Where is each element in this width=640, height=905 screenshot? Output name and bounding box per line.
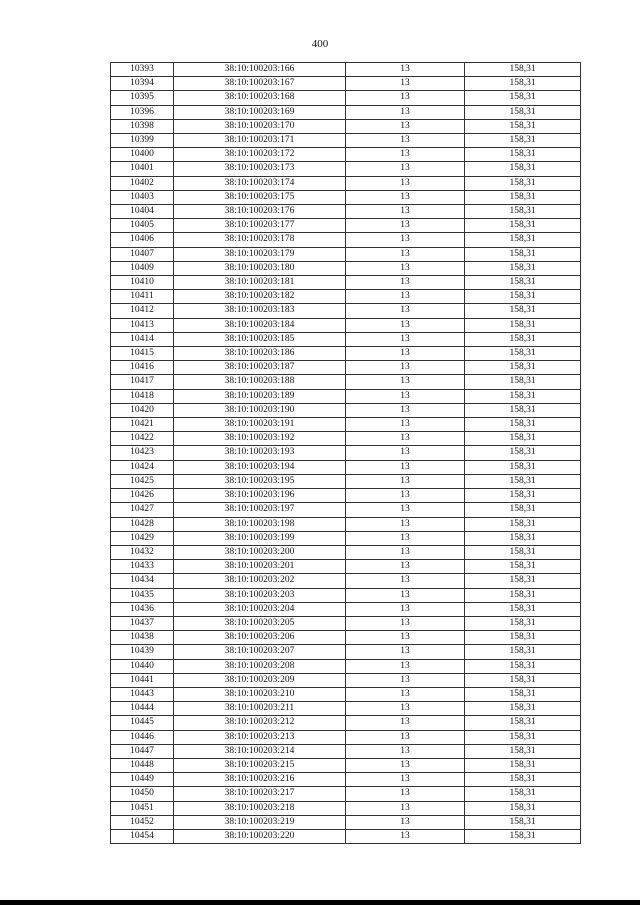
- cadastral-number-cell: 38:10:100203:195: [174, 474, 346, 488]
- cadastral-number-cell: 38:10:100203:170: [174, 119, 346, 133]
- value-cell: 158,31: [465, 645, 581, 659]
- value-cell: 158,31: [465, 560, 581, 574]
- row-number-cell: 10440: [111, 659, 174, 673]
- table-row: [111, 801, 581, 815]
- area-cell: 13: [346, 318, 465, 332]
- cadastral-number-cell: 38:10:100203:166: [174, 63, 346, 77]
- cadastral-number-cell: 38:10:100203:216: [174, 773, 346, 787]
- area-cell: 13: [346, 190, 465, 204]
- value-cell: 158,31: [465, 332, 581, 346]
- page-number: 400: [311, 38, 329, 50]
- value-cell: 158,31: [465, 190, 581, 204]
- value-cell: 158,31: [465, 602, 581, 616]
- cadastral-number-cell: 38:10:100203:174: [174, 176, 346, 190]
- cadastral-number-cell: 38:10:100203:197: [174, 503, 346, 517]
- area-cell: 13: [346, 247, 465, 261]
- table-row: [111, 148, 581, 162]
- area-cell: 13: [346, 758, 465, 772]
- cadastral-number-cell: 38:10:100203:187: [174, 361, 346, 375]
- table-row: [111, 403, 581, 417]
- row-number-cell: 10447: [111, 744, 174, 758]
- value-cell: 158,31: [465, 503, 581, 517]
- area-cell: 13: [346, 219, 465, 233]
- table-row: [111, 730, 581, 744]
- row-number-cell: 10437: [111, 616, 174, 630]
- cadastral-number-cell: 38:10:100203:177: [174, 219, 346, 233]
- value-cell: 158,31: [465, 616, 581, 630]
- cadastral-number-cell: 38:10:100203:198: [174, 517, 346, 531]
- cadastral-number-cell: 38:10:100203:190: [174, 403, 346, 417]
- value-cell: 158,31: [465, 801, 581, 815]
- value-cell: 158,31: [465, 403, 581, 417]
- cadastral-number-cell: 38:10:100203:171: [174, 134, 346, 148]
- row-number-cell: 10444: [111, 702, 174, 716]
- cadastral-number-cell: 38:10:100203:213: [174, 730, 346, 744]
- row-number-cell: 10436: [111, 602, 174, 616]
- row-number-cell: 10404: [111, 205, 174, 219]
- table-row: [111, 631, 581, 645]
- cadastral-number-cell: 38:10:100203:176: [174, 205, 346, 219]
- cadastral-number-cell: 38:10:100203:204: [174, 602, 346, 616]
- area-cell: 13: [346, 176, 465, 190]
- table-row: [111, 787, 581, 801]
- value-cell: 158,31: [465, 474, 581, 488]
- area-cell: 13: [346, 829, 465, 843]
- cadastral-number-cell: 38:10:100203:208: [174, 659, 346, 673]
- value-cell: 158,31: [465, 545, 581, 559]
- value-cell: 158,31: [465, 588, 581, 602]
- table-row: [111, 247, 581, 261]
- area-cell: 13: [346, 801, 465, 815]
- area-cell: 13: [346, 560, 465, 574]
- cadastral-number-cell: 38:10:100203:214: [174, 744, 346, 758]
- cadastral-number-cell: 38:10:100203:181: [174, 276, 346, 290]
- cadastral-number-cell: 38:10:100203:188: [174, 375, 346, 389]
- row-number-cell: 10435: [111, 588, 174, 602]
- row-number-cell: 10432: [111, 545, 174, 559]
- value-cell: 158,31: [465, 304, 581, 318]
- cadastral-number-cell: 38:10:100203:201: [174, 560, 346, 574]
- area-cell: 13: [346, 77, 465, 91]
- row-number-cell: 10434: [111, 574, 174, 588]
- table-row: [111, 645, 581, 659]
- value-cell: 158,31: [465, 659, 581, 673]
- table-row: [111, 418, 581, 432]
- value-cell: 158,31: [465, 375, 581, 389]
- area-cell: 13: [346, 389, 465, 403]
- area-cell: 13: [346, 687, 465, 701]
- value-cell: 158,31: [465, 119, 581, 133]
- cadastral-number-cell: 38:10:100203:172: [174, 148, 346, 162]
- value-cell: 158,31: [465, 91, 581, 105]
- table-row: [111, 616, 581, 630]
- row-number-cell: 10454: [111, 829, 174, 843]
- table-row: [111, 545, 581, 559]
- value-cell: 158,31: [465, 176, 581, 190]
- area-cell: 13: [346, 744, 465, 758]
- row-number-cell: 10410: [111, 276, 174, 290]
- value-cell: 158,31: [465, 744, 581, 758]
- table-row: [111, 389, 581, 403]
- cadastral-number-cell: 38:10:100203:191: [174, 418, 346, 432]
- row-number-cell: 10417: [111, 375, 174, 389]
- table-row: [111, 432, 581, 446]
- value-cell: 158,31: [465, 673, 581, 687]
- area-cell: 13: [346, 574, 465, 588]
- table-row: [111, 276, 581, 290]
- table-row: [111, 63, 581, 77]
- value-cell: 158,31: [465, 162, 581, 176]
- row-number-cell: 10402: [111, 176, 174, 190]
- area-cell: 13: [346, 119, 465, 133]
- row-number-cell: 10429: [111, 531, 174, 545]
- area-cell: 13: [346, 91, 465, 105]
- value-cell: 158,31: [465, 758, 581, 772]
- area-cell: 13: [346, 261, 465, 275]
- value-cell: 158,31: [465, 815, 581, 829]
- value-cell: 158,31: [465, 460, 581, 474]
- cadastral-number-cell: 38:10:100203:193: [174, 446, 346, 460]
- area-cell: 13: [346, 503, 465, 517]
- row-number-cell: 10425: [111, 474, 174, 488]
- value-cell: 158,31: [465, 290, 581, 304]
- value-cell: 158,31: [465, 318, 581, 332]
- table-row: [111, 290, 581, 304]
- area-cell: 13: [346, 673, 465, 687]
- table-row: [111, 105, 581, 119]
- table-row: [111, 375, 581, 389]
- value-cell: 158,31: [465, 276, 581, 290]
- table-row: [111, 446, 581, 460]
- cadastral-number-cell: 38:10:100203:183: [174, 304, 346, 318]
- table-row: [111, 687, 581, 701]
- cadastral-number-cell: 38:10:100203:212: [174, 716, 346, 730]
- row-number-cell: 10433: [111, 560, 174, 574]
- area-cell: 13: [346, 489, 465, 503]
- table-row: [111, 347, 581, 361]
- table-row: [111, 474, 581, 488]
- row-number-cell: 10416: [111, 361, 174, 375]
- cadastral-number-cell: 38:10:100203:184: [174, 318, 346, 332]
- value-cell: 158,31: [465, 148, 581, 162]
- row-number-cell: 10422: [111, 432, 174, 446]
- table-row: [111, 659, 581, 673]
- cadastral-number-cell: 38:10:100203:210: [174, 687, 346, 701]
- area-cell: 13: [346, 659, 465, 673]
- cadastral-number-cell: 38:10:100203:207: [174, 645, 346, 659]
- table-row: [111, 233, 581, 247]
- area-cell: 13: [346, 773, 465, 787]
- row-number-cell: 10418: [111, 389, 174, 403]
- area-cell: 13: [346, 105, 465, 119]
- cadastral-number-cell: 38:10:100203:169: [174, 105, 346, 119]
- area-cell: 13: [346, 602, 465, 616]
- area-cell: 13: [346, 815, 465, 829]
- area-cell: 13: [346, 418, 465, 432]
- value-cell: 158,31: [465, 418, 581, 432]
- table-row: [111, 460, 581, 474]
- cadastral-number-cell: 38:10:100203:215: [174, 758, 346, 772]
- area-cell: 13: [346, 375, 465, 389]
- row-number-cell: 10401: [111, 162, 174, 176]
- cadastral-number-cell: 38:10:100203:175: [174, 190, 346, 204]
- table-row: [111, 205, 581, 219]
- area-cell: 13: [346, 290, 465, 304]
- area-cell: 13: [346, 134, 465, 148]
- row-number-cell: 10407: [111, 247, 174, 261]
- row-number-cell: 10446: [111, 730, 174, 744]
- value-cell: 158,31: [465, 787, 581, 801]
- cadastral-number-cell: 38:10:100203:185: [174, 332, 346, 346]
- cadastral-number-cell: 38:10:100203:211: [174, 702, 346, 716]
- area-cell: 13: [346, 787, 465, 801]
- table-row: [111, 261, 581, 275]
- table-row: [111, 119, 581, 133]
- table-row: [111, 588, 581, 602]
- cadastral-number-cell: 38:10:100203:173: [174, 162, 346, 176]
- value-cell: 158,31: [465, 247, 581, 261]
- row-number-cell: 10452: [111, 815, 174, 829]
- row-number-cell: 10451: [111, 801, 174, 815]
- table-row: [111, 503, 581, 517]
- cadastral-number-cell: 38:10:100203:209: [174, 673, 346, 687]
- table-row: [111, 716, 581, 730]
- cadastral-number-cell: 38:10:100203:219: [174, 815, 346, 829]
- table-row: [111, 77, 581, 91]
- row-number-cell: 10441: [111, 673, 174, 687]
- area-cell: 13: [346, 645, 465, 659]
- value-cell: 158,31: [465, 531, 581, 545]
- cadastral-number-cell: 38:10:100203:206: [174, 631, 346, 645]
- table-row: [111, 560, 581, 574]
- row-number-cell: 10439: [111, 645, 174, 659]
- row-number-cell: 10406: [111, 233, 174, 247]
- cadastral-number-cell: 38:10:100203:192: [174, 432, 346, 446]
- area-cell: 13: [346, 446, 465, 460]
- cadastral-number-cell: 38:10:100203:205: [174, 616, 346, 630]
- cadastral-number-cell: 38:10:100203:180: [174, 261, 346, 275]
- value-cell: 158,31: [465, 205, 581, 219]
- cadastral-number-cell: 38:10:100203:182: [174, 290, 346, 304]
- cadastral-number-cell: 38:10:100203:203: [174, 588, 346, 602]
- table-row: [111, 190, 581, 204]
- area-cell: 13: [346, 702, 465, 716]
- value-cell: 158,31: [465, 631, 581, 645]
- area-cell: 13: [346, 631, 465, 645]
- area-cell: 13: [346, 63, 465, 77]
- row-number-cell: 10427: [111, 503, 174, 517]
- area-cell: 13: [346, 616, 465, 630]
- row-number-cell: 10394: [111, 77, 174, 91]
- value-cell: 158,31: [465, 702, 581, 716]
- row-number-cell: 10424: [111, 460, 174, 474]
- value-cell: 158,31: [465, 134, 581, 148]
- value-cell: 158,31: [465, 446, 581, 460]
- value-cell: 158,31: [465, 687, 581, 701]
- area-cell: 13: [346, 148, 465, 162]
- registry-table: [110, 62, 581, 844]
- row-number-cell: 10420: [111, 403, 174, 417]
- row-number-cell: 10411: [111, 290, 174, 304]
- table-row: [111, 702, 581, 716]
- table-row: [111, 602, 581, 616]
- value-cell: 158,31: [465, 233, 581, 247]
- row-number-cell: 10414: [111, 332, 174, 346]
- cadastral-number-cell: 38:10:100203:178: [174, 233, 346, 247]
- cadastral-number-cell: 38:10:100203:202: [174, 574, 346, 588]
- table-row: [111, 673, 581, 687]
- row-number-cell: 10403: [111, 190, 174, 204]
- area-cell: 13: [346, 460, 465, 474]
- row-number-cell: 10405: [111, 219, 174, 233]
- row-number-cell: 10395: [111, 91, 174, 105]
- area-cell: 13: [346, 716, 465, 730]
- value-cell: 158,31: [465, 773, 581, 787]
- value-cell: 158,31: [465, 63, 581, 77]
- value-cell: 158,31: [465, 389, 581, 403]
- cadastral-number-cell: 38:10:100203:217: [174, 787, 346, 801]
- row-number-cell: 10438: [111, 631, 174, 645]
- row-number-cell: 10415: [111, 347, 174, 361]
- cadastral-number-cell: 38:10:100203:186: [174, 347, 346, 361]
- cadastral-number-cell: 38:10:100203:200: [174, 545, 346, 559]
- area-cell: 13: [346, 517, 465, 531]
- row-number-cell: 10450: [111, 787, 174, 801]
- value-cell: 158,31: [465, 105, 581, 119]
- row-number-cell: 10421: [111, 418, 174, 432]
- row-number-cell: 10423: [111, 446, 174, 460]
- table-row: [111, 758, 581, 772]
- table-row: [111, 134, 581, 148]
- value-cell: 158,31: [465, 361, 581, 375]
- area-cell: 13: [346, 361, 465, 375]
- value-cell: 158,31: [465, 716, 581, 730]
- table-row: [111, 517, 581, 531]
- cadastral-number-cell: 38:10:100203:167: [174, 77, 346, 91]
- row-number-cell: 10399: [111, 134, 174, 148]
- row-number-cell: 10448: [111, 758, 174, 772]
- area-cell: 13: [346, 162, 465, 176]
- row-number-cell: 10426: [111, 489, 174, 503]
- cadastral-number-cell: 38:10:100203:196: [174, 489, 346, 503]
- cadastral-number-cell: 38:10:100203:189: [174, 389, 346, 403]
- value-cell: 158,31: [465, 829, 581, 843]
- value-cell: 158,31: [465, 574, 581, 588]
- row-number-cell: 10428: [111, 517, 174, 531]
- row-number-cell: 10445: [111, 716, 174, 730]
- table-row: [111, 91, 581, 105]
- table-row: [111, 219, 581, 233]
- table-row: [111, 773, 581, 787]
- area-cell: 13: [346, 276, 465, 290]
- table-row: [111, 332, 581, 346]
- table-row: [111, 304, 581, 318]
- area-cell: 13: [346, 403, 465, 417]
- table-row: [111, 176, 581, 190]
- value-cell: 158,31: [465, 77, 581, 91]
- cadastral-number-cell: 38:10:100203:194: [174, 460, 346, 474]
- value-cell: 158,31: [465, 489, 581, 503]
- cadastral-number-cell: 38:10:100203:168: [174, 91, 346, 105]
- scan-edge-divider: [0, 900, 640, 905]
- area-cell: 13: [346, 545, 465, 559]
- value-cell: 158,31: [465, 219, 581, 233]
- row-number-cell: 10396: [111, 105, 174, 119]
- table-body: [111, 63, 581, 844]
- value-cell: 158,31: [465, 517, 581, 531]
- area-cell: 13: [346, 347, 465, 361]
- row-number-cell: 10412: [111, 304, 174, 318]
- row-number-cell: 10409: [111, 261, 174, 275]
- table-row: [111, 162, 581, 176]
- table-row: [111, 531, 581, 545]
- table-row: [111, 574, 581, 588]
- cadastral-number-cell: 38:10:100203:199: [174, 531, 346, 545]
- cadastral-number-cell: 38:10:100203:179: [174, 247, 346, 261]
- row-number-cell: 10449: [111, 773, 174, 787]
- row-number-cell: 10398: [111, 119, 174, 133]
- area-cell: 13: [346, 730, 465, 744]
- table-row: [111, 744, 581, 758]
- value-cell: 158,31: [465, 347, 581, 361]
- value-cell: 158,31: [465, 730, 581, 744]
- area-cell: 13: [346, 588, 465, 602]
- table-row: [111, 361, 581, 375]
- cadastral-number-cell: 38:10:100203:218: [174, 801, 346, 815]
- row-number-cell: 10393: [111, 63, 174, 77]
- value-cell: 158,31: [465, 432, 581, 446]
- table-row: [111, 318, 581, 332]
- row-number-cell: 10400: [111, 148, 174, 162]
- value-cell: 158,31: [465, 261, 581, 275]
- row-number-cell: 10443: [111, 687, 174, 701]
- area-cell: 13: [346, 205, 465, 219]
- area-cell: 13: [346, 304, 465, 318]
- table-row: [111, 815, 581, 829]
- row-number-cell: 10413: [111, 318, 174, 332]
- area-cell: 13: [346, 233, 465, 247]
- cadastral-number-cell: 38:10:100203:220: [174, 829, 346, 843]
- area-cell: 13: [346, 332, 465, 346]
- area-cell: 13: [346, 531, 465, 545]
- area-cell: 13: [346, 474, 465, 488]
- area-cell: 13: [346, 432, 465, 446]
- table-row: [111, 829, 581, 843]
- table-row: [111, 489, 581, 503]
